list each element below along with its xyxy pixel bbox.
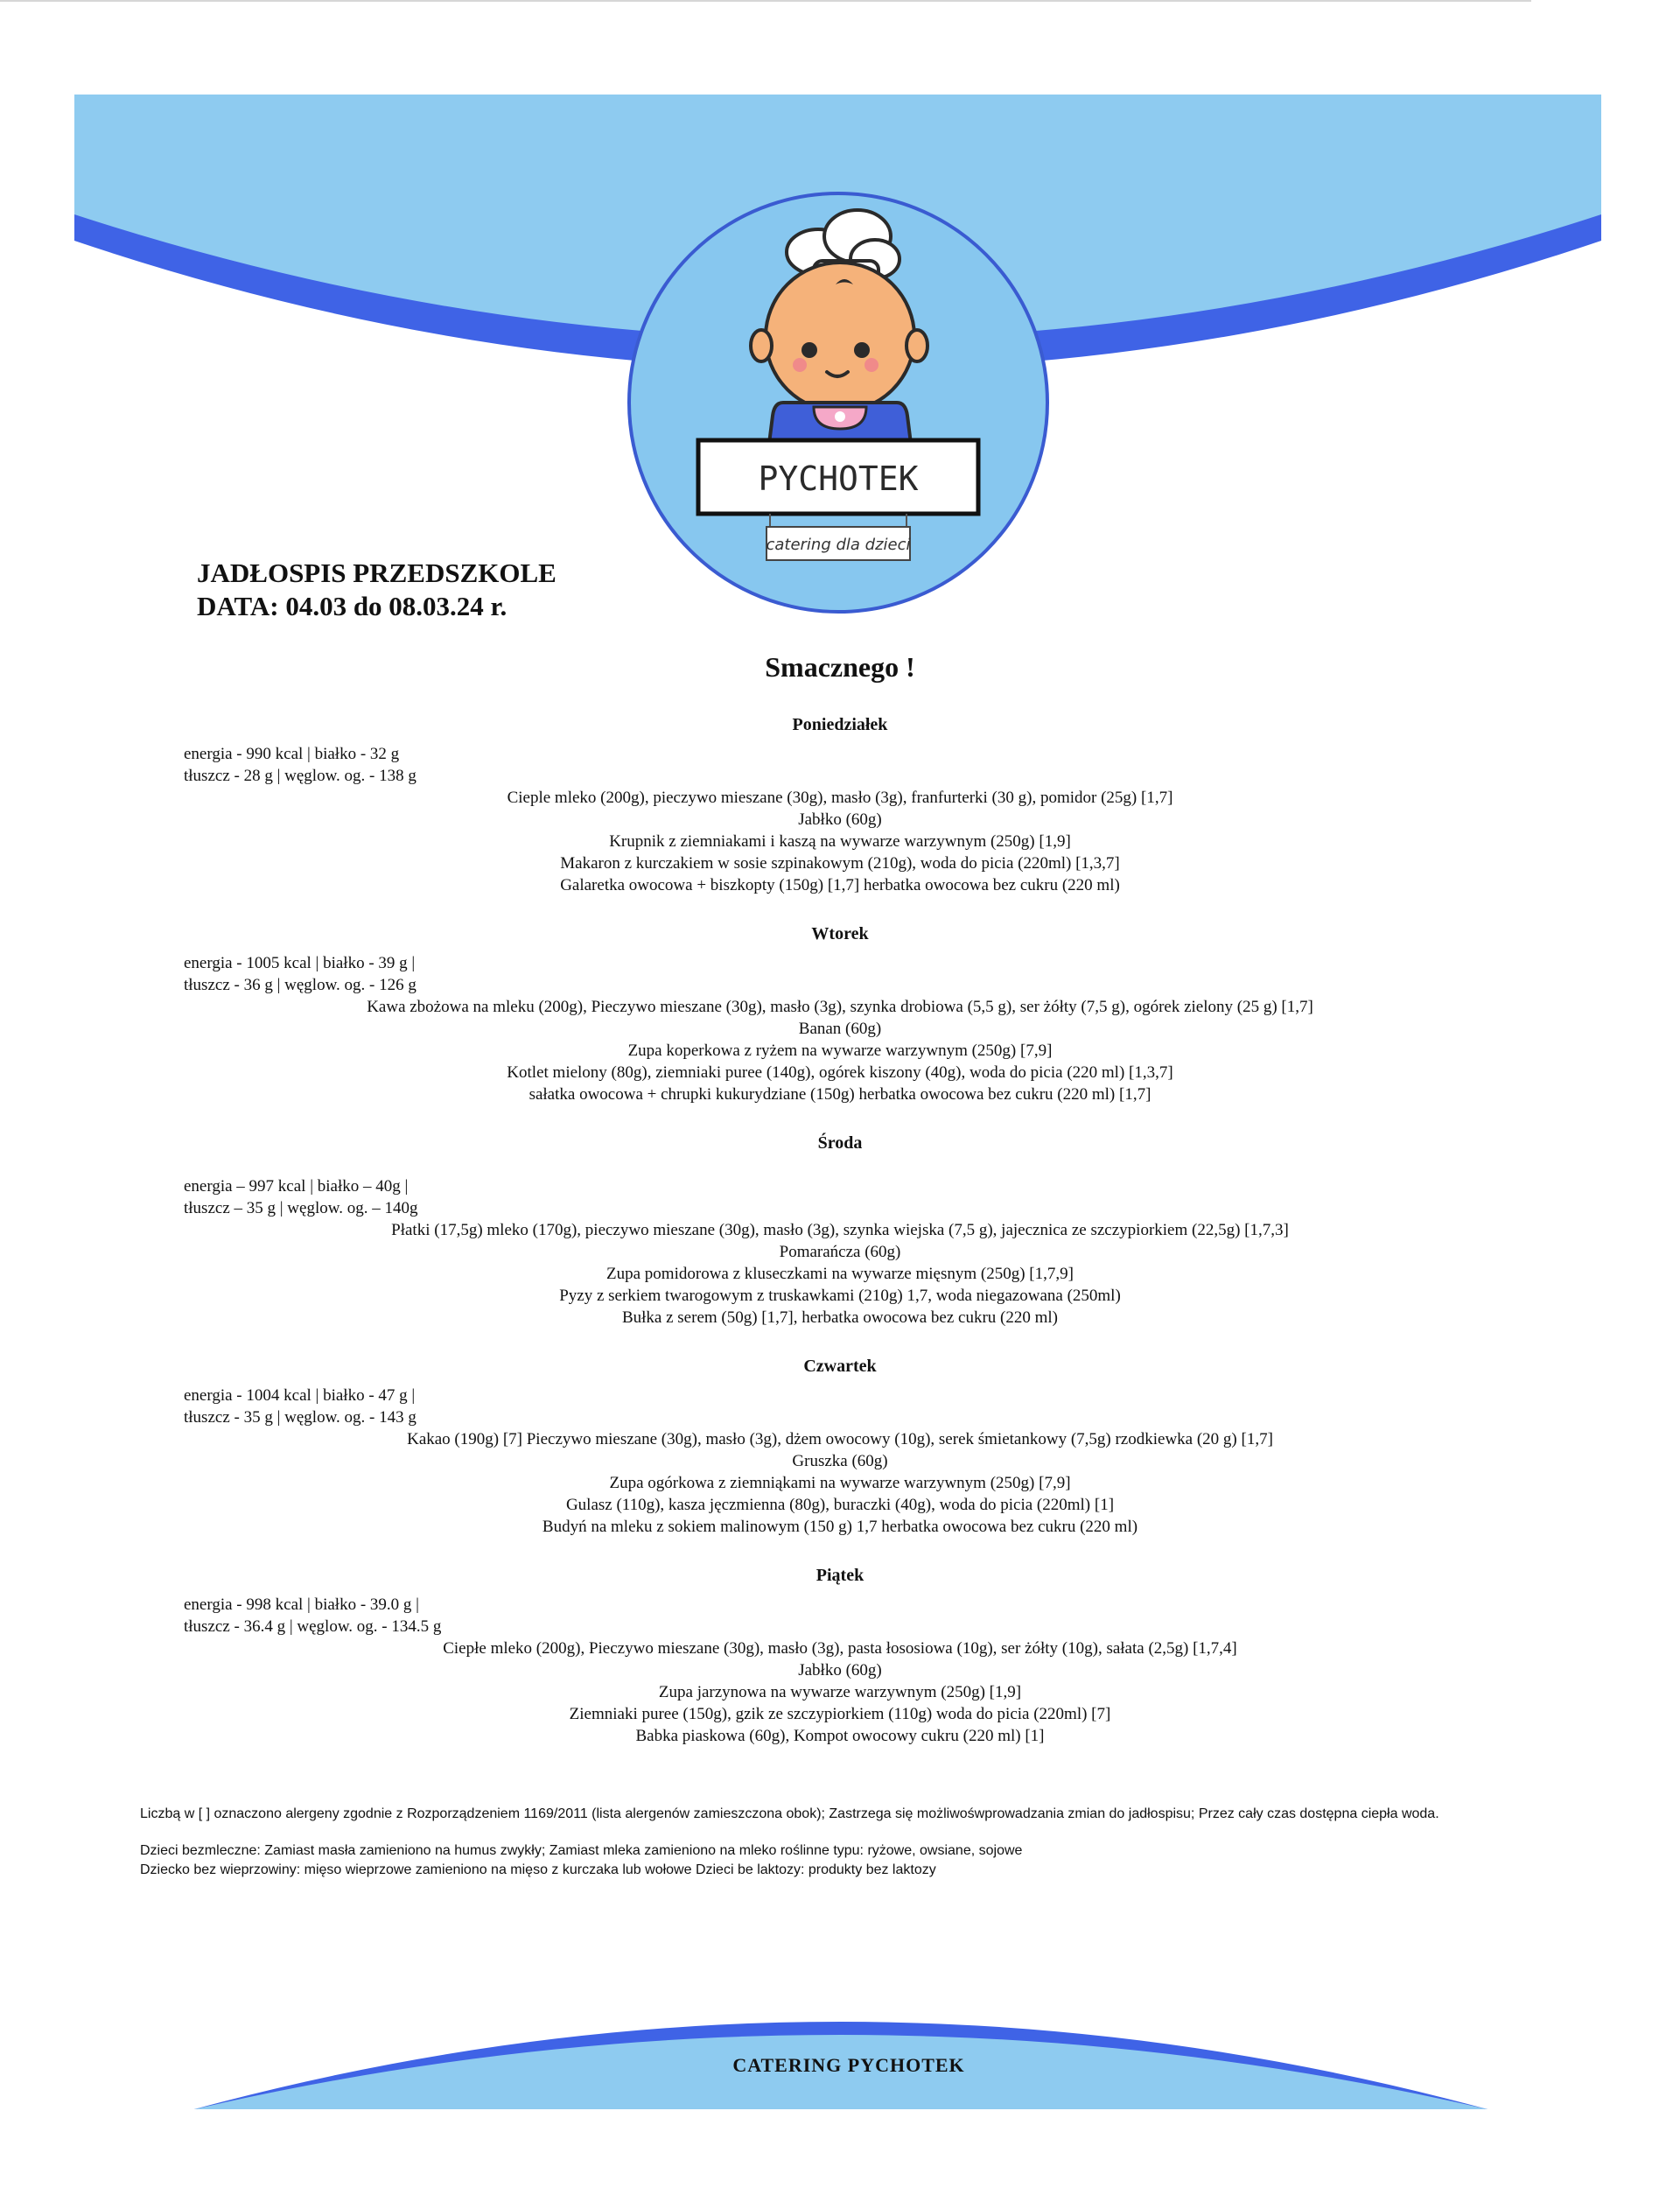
weekly-menu: [0, 713, 1680, 1773]
day-name: Piątek: [816, 1566, 864, 1585]
meal-line: Gruszka (60g): [792, 1452, 888, 1470]
macro-line: tłuszcz – 35 g | węglow. og. – 140g: [184, 1199, 418, 1217]
menu-title: JADŁOSPIS PRZEDSZKOLE: [197, 558, 556, 588]
meal-line: Kotlet mielony (80g), ziemniaki puree (140g), ogórek kiszony (40g), woda do picia (220 ml) [1,3,7]: [507, 1063, 1173, 1082]
meal-line: Zupa jarzynowa na wywarze warzywnym (250g) [1,9]: [658, 1683, 1022, 1701]
meal-line: Pyzy z serkiem twarogowym z truskawkami (210g) 1,7, woda niegazowana (250ml): [559, 1287, 1121, 1305]
meal-line: Kawa zbożowa na mleku (200g), Pieczywo mieszane (30g), masło (3g), szynka drobiowa (5,5 g), ser żółty (7,5 g), ogórek zielony (25 g) [1,7]: [367, 998, 1313, 1016]
meal-line: Bułka z serem (50g) [1,7], herbatka owocowa bez cukru (220 ml): [621, 1308, 1059, 1327]
date-label: DATA:: [197, 591, 279, 621]
meal-line: sałatka owocowa + chrupki kukurydziane (150g) herbatka owocowa bez cukru (220 ml) [1,7]: [528, 1085, 1152, 1104]
day-section-wednesday: [0, 1132, 1680, 1329]
meal-line: Płatki (17,5g) mleko (170g), pieczywo mieszane (30g), masło (3g), szynka wiejska (7,5 g), jajecznica ze szczypiorkiem (22,5g) [1,7,3]: [391, 1221, 1289, 1239]
meal-line: Zupa pomidorowa z kluseczkami na wywarze mięsnym (250g) [1,7,9]: [606, 1265, 1074, 1283]
date-value: 04.03 do 08.03.24 r.: [285, 591, 508, 621]
header-banner: [0, 0, 1680, 630]
day-name: Poniedziałek: [792, 715, 888, 734]
macro-line: tłuszcz - 36.4 g | węglow. og. - 134.5 g: [184, 1617, 442, 1636]
day-name: Wtorek: [811, 924, 869, 943]
logo-brand-text: PYCHOTEK: [758, 459, 919, 498]
footer-brand: CATERING PYCHOTEK: [732, 2054, 965, 2076]
macro-line: energia - 990 kcal | białko - 32 g: [184, 745, 400, 763]
day-section-monday: [0, 713, 1680, 896]
day-name: Czwartek: [803, 1357, 877, 1376]
meal-line: Cieple mleko (200g), pieczywo mieszane (30g), masło (3g), franfurterki (30 g), pomidor (25g) [1,7]: [507, 789, 1173, 807]
meal-line: Kakao (190g) [7] Pieczywo mieszane (30g), masło (3g), dżem owocowy (10g), serek śmietankowy (7,5g) rzodkiewka (20 g) [1,7]: [407, 1430, 1273, 1448]
meal-line: Banan (60g): [798, 1020, 882, 1038]
date-line: [197, 590, 556, 623]
day-name: Środa: [817, 1133, 863, 1153]
meal-line: Budyń na mleku z sokiem malinowym (150 g) 1,7 herbatka owocowa bez cukru (220 ml): [542, 1518, 1138, 1536]
macro-line: energia - 1004 kcal | białko - 47 g |: [184, 1386, 416, 1405]
meal-line: Pomarańcza (60g): [779, 1243, 901, 1261]
macro-line: tłuszcz - 28 g | węglow. og. - 138 g: [184, 767, 416, 785]
meal-line: Makaron z kurczakiem w sosie szpinakowym (210g), woda do picia (220ml) [1,3,7]: [560, 854, 1120, 873]
meal-line: Zupa koperkowa z ryżem na wywarze warzywnym (250g) [7,9]: [627, 1041, 1053, 1060]
macro-line: tłuszcz - 36 g | węglow. og. - 126 g: [184, 976, 416, 994]
meal-line: Jabłko (60g): [798, 1661, 882, 1680]
day-section-thursday: [0, 1355, 1680, 1538]
macro-line: energia - 1005 kcal | białko - 39 g |: [184, 954, 416, 972]
day-section-tuesday: [0, 922, 1680, 1105]
meal-line: Ciepłe mleko (200g), Pieczywo mieszane (30g), masło (3g), pasta łososiowa (10g), ser żółty (10g), sałata (2,5g) [1,7,4]: [443, 1639, 1237, 1658]
logo-tagline-text: catering dla dzieci: [766, 536, 911, 554]
meal-line: Gulasz (110g), kasza jęczmienna (80g), buraczki (40g), woda do picia (220ml) [1]: [565, 1496, 1115, 1514]
day-section-friday: [0, 1564, 1680, 1747]
dairy-free-note: Dzieci bezmleczne: Zamiast masła zamieniono na humus zwykły; Zamiast mleka zamieniono na mleko roślinne typu: ryżowe, owsiane, sojowe: [140, 1843, 1023, 1858]
meal-line: Babka piaskowa (60g), Kompot owocowy cukru (220 ml) [1]: [635, 1727, 1045, 1745]
pork-free-note: Dziecko bez wieprzowiny: mięso wieprzowe zamieniono na mięso z kurczaka lub wołowe Dzieci be laktozy: produkty bez laktozy: [140, 1862, 936, 1877]
macro-line: energia - 998 kcal | białko - 39.0 g |: [184, 1595, 419, 1614]
macro-line: energia – 997 kcal | białko – 40g |: [184, 1177, 409, 1196]
meal-line: Galaretka owocowa + biszkopty (150g) [1,7] herbatka owocowa bez cukru (220 ml): [560, 876, 1120, 894]
meal-line: Ziemniaki puree (150g), gzik ze szczypiorkiem (110g) woda do picia (220ml) [7]: [569, 1705, 1111, 1723]
notes-section: [140, 1805, 1558, 1880]
meal-line: Krupnik z ziemniakami i kaszą na wywarze warzywnym (250g) [1,9]: [609, 832, 1071, 851]
meal-line: Jabłko (60g): [798, 810, 882, 829]
title-block: [197, 557, 556, 623]
greeting: Smacznego !: [765, 651, 915, 683]
allergen-note: Liczbą w [ ] oznaczono alergeny zgodnie z Rozporządzeniem 1169/2011 (lista alergenów zamieszczona obok); Zastrzega się możliwośwprowadzania zmian do jadłospisu; Przez cały czas dostępna ciepła woda.: [140, 1806, 1439, 1821]
meal-line: Zupa ogórkowa z ziemniąkami na wywarze warzywnym (250g) [7,9]: [609, 1474, 1071, 1492]
macro-line: tłuszcz - 35 g | węglow. og. - 143 g: [184, 1408, 416, 1427]
